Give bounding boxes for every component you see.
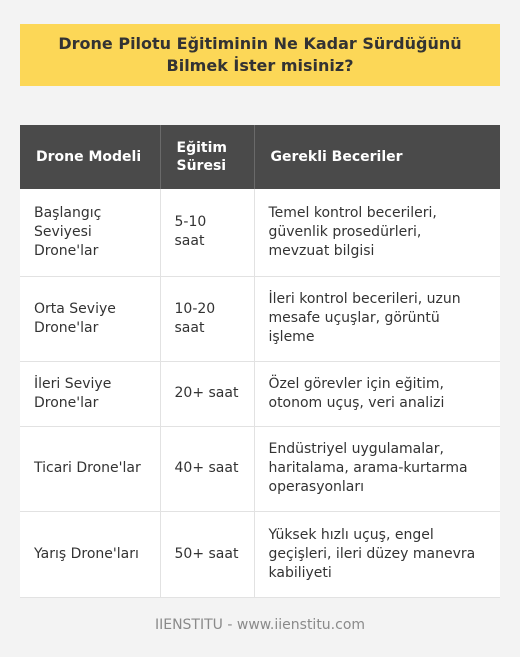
header-duration: Eğitim Süresi: [160, 125, 254, 189]
cell-duration: 5-10 saat: [160, 189, 254, 276]
training-table: [20, 125, 500, 598]
page-title: Drone Pilotu Eğitiminin Ne Kadar Sürdüğünü Bilmek İster misiniz?: [58, 34, 462, 75]
cell-duration: 20+ saat: [160, 361, 254, 426]
cell-model: Başlangıç Seviyesi Drone'lar: [20, 189, 160, 276]
cell-skills: Yüksek hızlı uçuş, engel geçişleri, ileri düzey manevra kabiliyeti: [254, 511, 500, 597]
cell-model: Ticari Drone'lar: [20, 426, 160, 511]
footer-credit: IIENSTITU - www.iienstitu.com: [154, 617, 366, 633]
table-row: [20, 426, 500, 511]
table-row: [20, 511, 500, 597]
cell-duration: 10-20 saat: [160, 276, 254, 361]
cell-skills: İleri kontrol becerileri, uzun mesafe uçuşlar, görüntü işleme: [254, 276, 500, 361]
header-skills: Gerekli Beceriler: [270, 149, 403, 165]
header-model: Drone Modeli: [20, 125, 160, 189]
cell-duration: 40+ saat: [160, 426, 254, 511]
table-row: [20, 361, 500, 426]
cell-duration: 50+ saat: [160, 511, 254, 597]
cell-skills: Temel kontrol becerileri, güvenlik prosedürleri, mevzuat bilgisi: [254, 189, 500, 276]
cell-model: Yarış Drone'ları: [20, 511, 160, 597]
cell-model: Orta Seviye Drone'lar: [20, 276, 160, 361]
cell-skills: Özel görevler için eğitim, otonom uçuş, veri analizi: [254, 361, 500, 426]
cell-model: İleri Seviye Drone'lar: [20, 361, 160, 426]
table-row: [20, 276, 500, 361]
table-header-row: [20, 125, 500, 189]
cell-skills: Endüstriyel uygulamalar, haritalama, arama-kurtarma operasyonları: [254, 426, 500, 511]
table-row: [20, 189, 500, 276]
title-banner: [20, 24, 500, 86]
table-container: [20, 125, 500, 598]
